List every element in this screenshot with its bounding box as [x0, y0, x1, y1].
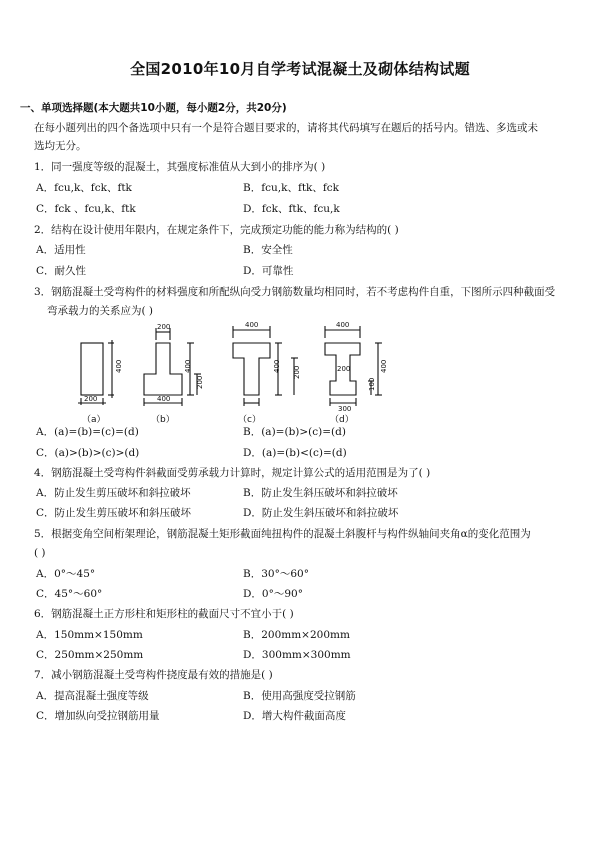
q1-option-b[interactable]: B．fcu,k、ftk、fck	[243, 182, 340, 194]
dim-c-flange: 200	[293, 365, 301, 379]
question-7-stem: 7．减小钢筋混凝土受弯构件挠度最有效的措施是( )	[34, 669, 273, 681]
dim-b-bottom: 400	[157, 395, 171, 403]
question-3-stem-line-1: 3．钢筋混凝土受弯构件的材料强度和所配纵向受力钢筋数量均相同时，若不考虑构件自重，下图所示四种截面受	[34, 286, 556, 298]
dim-d-height: 400	[380, 359, 388, 373]
label-d: （d）	[330, 415, 354, 425]
dim-b-height: 400	[184, 359, 192, 373]
q2-option-d[interactable]: D．可靠性	[243, 265, 294, 277]
question-1-stem: 1．同一强度等级的混凝土，其强度标准值从大到小的排序为( )	[34, 161, 326, 173]
dim-d-web: 200	[337, 365, 351, 373]
q4-option-b[interactable]: B．防止发生斜压破坏和斜拉破坏	[243, 487, 398, 499]
q3-option-b[interactable]: B．(a)=(b)>(c)=(d)	[243, 426, 346, 438]
q1-option-d[interactable]: D．fck、ftk、fcu,k	[243, 203, 340, 215]
q6-option-a[interactable]: A．150mm×150mm	[36, 629, 143, 641]
q5-option-a[interactable]: A．0°～45°	[36, 568, 96, 580]
q2-option-b[interactable]: B．安全性	[243, 244, 293, 256]
dim-c-top: 400	[245, 321, 259, 329]
q1-option-a[interactable]: A．fcu,k、fck、ftk	[36, 182, 132, 194]
q3-option-a[interactable]: A．(a)=(b)=(c)=(d)	[36, 426, 139, 438]
q7-option-c[interactable]: C．增加纵向受拉钢筋用量	[36, 710, 160, 722]
q6-option-c[interactable]: C．250mm×250mm	[36, 649, 144, 661]
dim-c-height: 400	[273, 359, 281, 373]
dim-d-bottom: 300	[338, 405, 352, 413]
q1-option-c[interactable]: C．fck 、fcu,k、ftk	[36, 203, 136, 215]
q2-option-c[interactable]: C．耐久性	[36, 265, 87, 277]
question-3-stem-line-2: 弯承载力的关系应为( )	[47, 305, 154, 317]
q6-option-d[interactable]: D．300mm×300mm	[243, 649, 351, 661]
label-a: （a）	[82, 415, 106, 425]
q4-option-d[interactable]: D．防止发生斜压破坏和斜拉破坏	[243, 507, 399, 519]
section-c-shape	[233, 343, 270, 395]
q5-option-d[interactable]: D．0°～90°	[243, 588, 303, 600]
dim-d-flange-bot: 100	[368, 377, 376, 391]
q3-option-d[interactable]: D．(a)=(b)<(c)=(d)	[243, 447, 347, 459]
section-a-shape	[81, 343, 103, 395]
page-title: 全国2010年10月自学考试混凝土及砌体结构试题	[130, 60, 470, 78]
instruction-line-2: 选均无分。	[34, 140, 87, 152]
q6-option-b[interactable]: B．200mm×200mm	[243, 629, 350, 641]
label-b: （b）	[151, 415, 175, 425]
instruction-line-1: 在每小题列出的四个备选项中只有一个是符合题目要求的，请将其代码填写在题后的括号内。错选、多选或未	[34, 122, 538, 134]
section-b-shape	[144, 343, 182, 395]
question-2-stem: 2．结构在设计使用年限内，在规定条件下，完成预定功能的能力称为结构的( )	[34, 224, 399, 236]
dim-d-top: 400	[336, 321, 350, 329]
dim-b-flange: 200	[196, 375, 204, 389]
label-c: （c）	[238, 415, 261, 425]
question-6-stem: 6．钢筋混凝土正方形柱和矩形柱的截面尺寸不宜小于( )	[34, 608, 294, 620]
q5-option-c[interactable]: C．45°～60°	[36, 588, 103, 600]
dim-b-top: 200	[157, 323, 171, 331]
q5-option-b[interactable]: B．30°～60°	[243, 568, 309, 580]
section-heading: 一、单项选择题(本大题共10小题，每小题2分，共20分)	[20, 102, 287, 114]
q7-option-a[interactable]: A．提高混凝土强度等级	[36, 690, 149, 702]
question-4-stem: 4．钢筋混凝土受弯构件斜截面受剪承载力计算时，规定计算公式的适用范围是为了( )	[34, 467, 431, 479]
q3-option-c[interactable]: C．(a)>(b)>(c)>(d)	[36, 447, 140, 459]
q4-option-c[interactable]: C．防止发生剪压破坏和斜压破坏	[36, 507, 192, 519]
dim-a-height: 400	[115, 359, 123, 373]
question-5-stem-line-2: ( )	[34, 547, 46, 559]
dim-a-width: 200	[84, 395, 98, 403]
q7-option-b[interactable]: B．使用高强度受拉钢筋	[243, 690, 356, 702]
q4-option-a[interactable]: A．防止发生剪压破坏和斜拉破坏	[36, 487, 191, 499]
question-5-stem-line-1: 5．根据变角空间桁架理论，钢筋混凝土矩形截面纯扭构件的混凝土斜腹杆与构件纵轴间夹角α的变化范围为	[34, 528, 531, 540]
q7-option-d[interactable]: D．增大构件截面高度	[243, 710, 346, 722]
q2-option-a[interactable]: A．适用性	[36, 244, 86, 256]
cross-section-figure	[60, 318, 400, 428]
